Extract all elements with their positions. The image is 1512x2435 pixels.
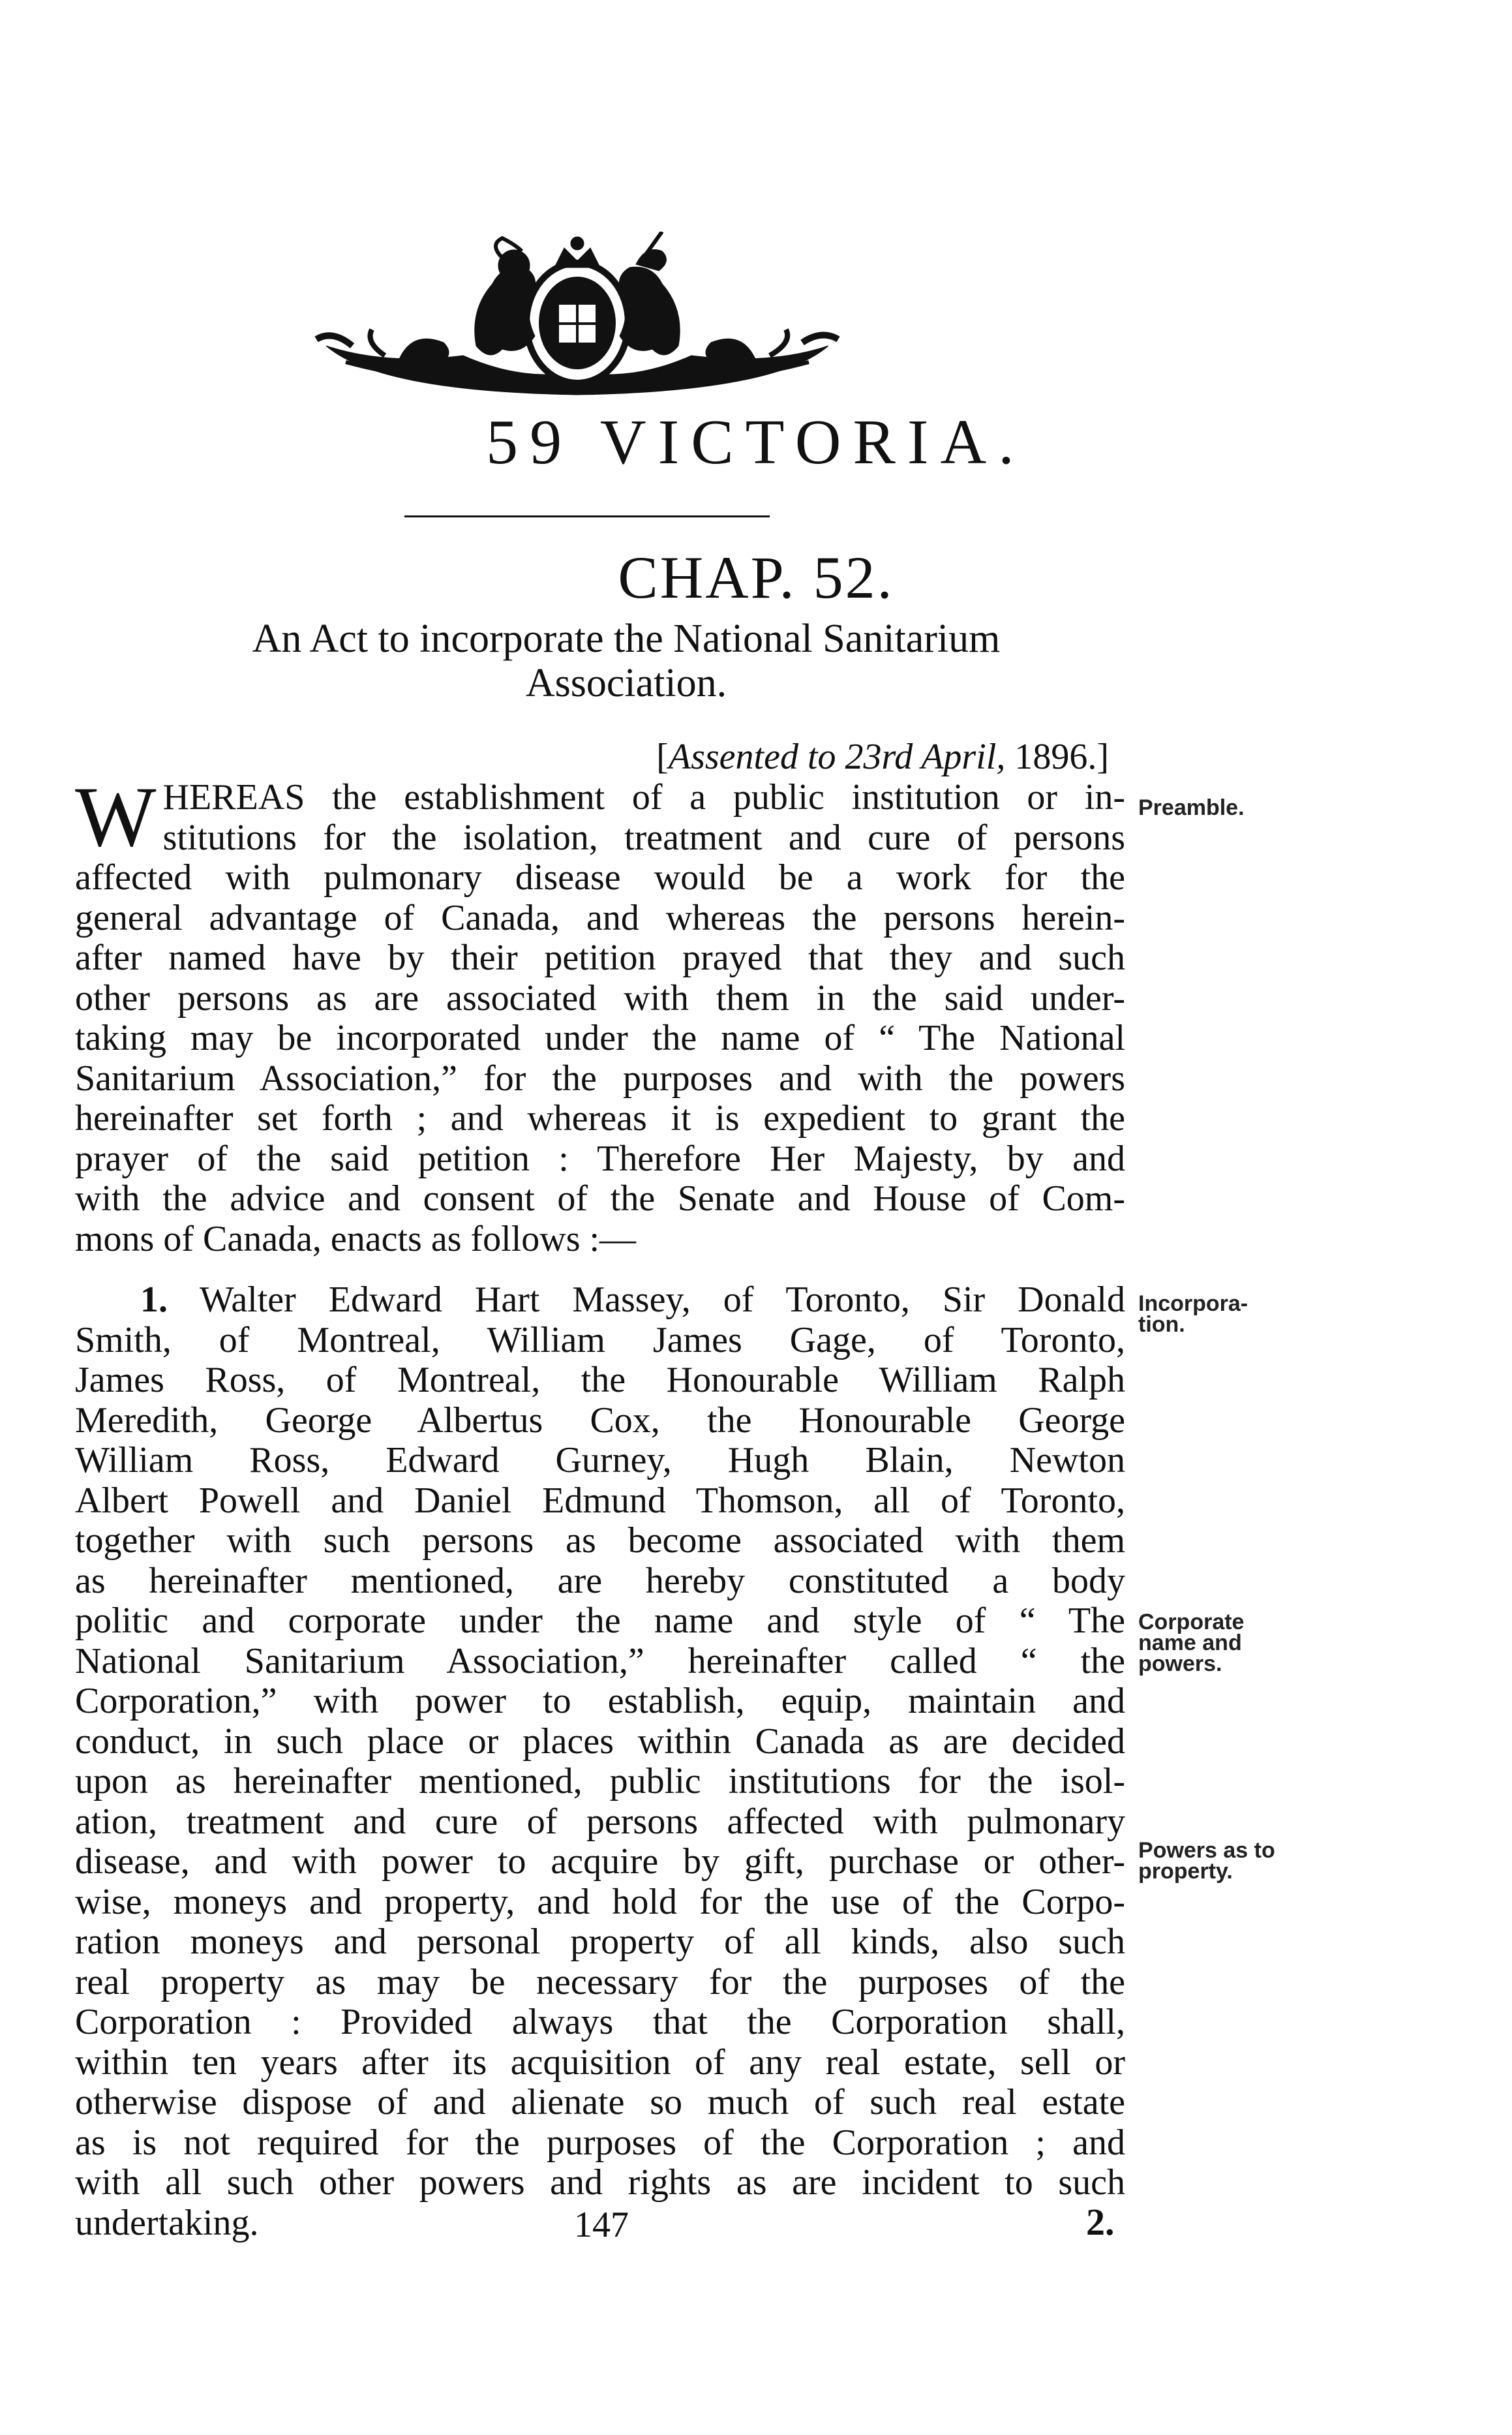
margin-note-corporate-name: Corporate name and powers. (1138, 1610, 1245, 1676)
preamble-paragraph (75, 769, 1125, 1259)
section-1-paragraph (75, 1280, 1125, 2243)
section-1-line: disease, and with power to acquire by gift, purchase or other- (75, 1842, 1125, 1882)
section-1-line: Corporation : Provided always that the Corporation shall, (75, 2002, 1125, 2042)
assent-year: 1896.] (1014, 737, 1109, 777)
section-1-line: undertaking. (75, 2203, 259, 2243)
margin-note-incorporation: Incorpora- tion. (1138, 1291, 1248, 1337)
section-1-line: as hereinafter mentioned, are hereby constituted a body (75, 1561, 1125, 1601)
royal-coat-of-arms-crest (307, 232, 848, 401)
section-1-line: wise, moneys and property, and hold for the use of the Corpo- (75, 1882, 1125, 1922)
section-1-line: with all such other powers and rights as are incident to such (75, 2163, 1125, 2203)
preamble-line: other persons as are associated with them in the said under- (75, 978, 1125, 1018)
preamble-line: Sanitarium Association,” for the purposes and with the powers (75, 1058, 1125, 1099)
preamble-line: HEREAS the establishment of a public institution or in- (162, 778, 1125, 818)
section-1-line: Albert Powell and Daniel Edmund Thomson, all of Toronto, (75, 1480, 1125, 1521)
regnal-year-heading: 59 VICTORIA. (486, 407, 1026, 478)
section-1-line: together with such persons as become associated with them (75, 1521, 1125, 1561)
section-1-line: Corporation,” with power to establish, equip, maintain and (75, 1681, 1125, 1721)
assent-date (652, 736, 1109, 778)
preamble-line: affected with pulmonary disease would be a work for the (75, 858, 1125, 898)
act-title-line-1: An Act to incorporate the National Sanitarium (252, 617, 1001, 661)
section-1-line: conduct, in such place or places within Canada as are decided (75, 1721, 1125, 1762)
assent-day: 23rd April, (845, 737, 1006, 777)
assent-open-bracket: [ (656, 737, 669, 777)
act-title-line-2: Association. (525, 661, 727, 705)
section-1-first-line (75, 1280, 1125, 1321)
section-1-line: ation, treatment and cure of persons affected with pulmonary (75, 1801, 1125, 1842)
page-number: 147 (574, 2205, 629, 2245)
preamble-line: hereinafter set forth ; and whereas it is expedient to grant the (75, 1099, 1125, 1139)
section-1-line: Smith, of Montreal, William James Gage, of Toronto, (75, 1320, 1125, 1360)
title-divider-rule (404, 515, 770, 517)
section-1-line: as is not required for the purposes of the Corporation ; and (75, 2122, 1125, 2163)
catchword: 2. (1086, 2201, 1115, 2243)
section-1-first-line-text: Walter Edward Hart Massey, of Toronto, Sir Donald (199, 1280, 1125, 1320)
preamble-line: with the advice and consent of the Senate and House of Com- (75, 1179, 1125, 1219)
section-1-line: National Sanitarium Association,” hereinafter called “ the (75, 1641, 1125, 1681)
preamble-line: after named have by their petition prayed that they and such (75, 938, 1125, 978)
assent-label: Assented to (668, 737, 836, 777)
chapter-number: CHAP. 52. (618, 544, 894, 611)
margin-note-preamble: Preamble. (1138, 795, 1245, 820)
margin-note-powers-property: Powers as to property. (1138, 1838, 1275, 1884)
preamble-line: taking may be incorporated under the name of “ The National (75, 1018, 1125, 1058)
section-1-line: James Ross, of Montreal, the Honourable William Ralph (75, 1360, 1125, 1400)
section-1-line: William Ross, Edward Gurney, Hugh Blain, Newton (75, 1441, 1125, 1480)
section-1-line: upon as hereinafter mentioned, public institutions for the isol- (75, 1762, 1125, 1801)
section-1-line: Meredith, George Albertus Cox, the Honourable George (75, 1400, 1125, 1441)
section-1-line: otherwise dispose of and alienate so much of such real estate (75, 2083, 1125, 2122)
preamble-line: stitutions for the isolation, treatment and cure of persons (162, 818, 1125, 858)
section-1-line: politic and corporate under the name and style of “ The (75, 1601, 1125, 1641)
preamble-line: general advantage of Canada, and whereas the persons herein- (75, 898, 1125, 938)
section-1-line: real property as may be necessary for the purposes of the (75, 1962, 1125, 2002)
preamble-line: prayer of the said petition : Therefore Her Majesty, by and (75, 1139, 1125, 1179)
preamble-dropcap: W (75, 769, 157, 865)
section-1-line: ration moneys and personal property of all kinds, also such (75, 1922, 1125, 1962)
preamble-line: mons of Canada, enacts as follows :— (75, 1219, 637, 1259)
act-title (117, 617, 1135, 705)
section-1-line: within ten years after its acquisition of any real estate, sell or (75, 2042, 1125, 2083)
section-number: 1. (140, 1280, 168, 1320)
